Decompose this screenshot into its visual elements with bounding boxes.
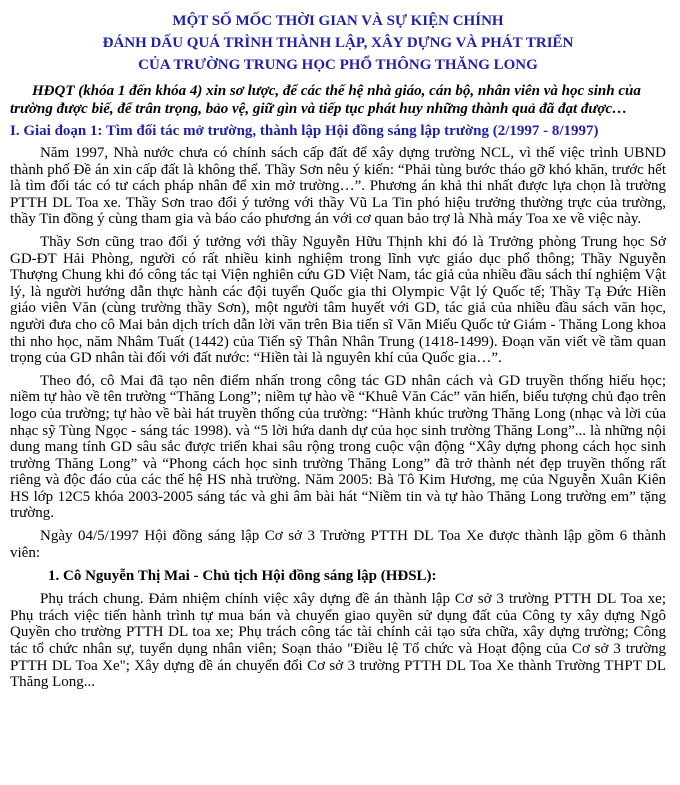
member-subheading: 1. Cô Nguyễn Thị Mai - Chủ tịch Hội đồng sáng lập (HĐSL): <box>48 568 437 585</box>
intro-paragraph: HĐQT (khóa 1 đến khóa 4) xin sơ lược, để các thế hệ nhà giáo, cán bộ, nhân viên và học sinh của trường được biế, để trân trọng, bảo vệ, giữ gìn và tiếp tục phát huy những thành quả đã đạt được… <box>10 83 641 117</box>
paragraph-4: Ngày 04/5/1997 Hội đồng sáng lập Cơ sở 3 Trường PTTH DL Toa Xe được thành lập gồm 6 thành viên: <box>10 528 666 561</box>
section-heading: I. Giai đoạn 1: Tìm đối tác mở trường, thành lập Hội đồng sáng lập trường (2/1997 - 8/1997) <box>10 123 599 139</box>
document-title <box>10 10 666 76</box>
paragraph-1: Năm 1997, Nhà nước chưa có chính sách cấp đất để xây dựng trường NCL, vì thế việc trình UBND thành phố Đề án xin cấp đất là không thể. Thầy Sơn nêu ý kiến: “Phải tùng bước tháo gỡ khó khăn, trước hết là tìm đối tác có tư cách pháp nhân để xin mở trường…”. Phương án khả thi nhất được lựa chọn là trường PTTH DL Toa xe. Thầy Sơn trao đổi ý tưởng với thầy Vũ La Tin phó hiệu trưởng thường trực của trường, thầy Tin đồng ý cùng tham gia và báo cáo phương án với cơ quan bảo trợ là Nhà máy Toa xe về việc này. <box>10 145 666 228</box>
title-line-3: CỦA TRƯỜNG TRUNG HỌC PHỔ THÔNG THĂNG LONG <box>138 57 538 73</box>
title-line-1: MỘT SỐ MỐC THỜI GIAN VÀ SỰ KIỆN CHÍNH <box>172 13 504 29</box>
title-line-2: ĐÁNH DẤU QUÁ TRÌNH THÀNH LẬP, XÂY DỰNG VÀ PHÁT TRIỂN <box>102 35 574 51</box>
member-description: Phụ trách chung. Đảm nhiệm chính việc xây dựng đề án thành lập Cơ sở 3 trường PTTH DL Toa xe; Phụ trách việc tiến hành trình tự mua bán và chuyển giao quyền sử dụng đất của Công ty xây dựng Ngô Quyền cho trường PTTH DL toa xe; Phụ trách công tác tài chính cải tạo sửa chữa, xây dựng trường; Công tác tổ chức nhân sự, tuyển dụng nhân viên; Soạn thảo "Điều lệ Tổ chức và Hoạt động của Cơ sở 3 trường PTTH DL Toa Xe"; Xây dựng đề án chuyển đổi Cơ sở 3 trường PTTH DL Toa Xe thành Trường THPT DL Thăng Long... <box>10 591 666 691</box>
paragraph-3: Theo đó, cô Mai đã tạo nên điểm nhấn trong công tác GD nhân cách và GD truyền thống hiếu học; niềm tự hào về tên trường “Thăng Long”; niềm tự hào về “Khuê Văn Các” văn hiến, biểu tượng chủ đạo trên logo của trường; tự hào về bài hát truyền thống của trường: “Hành khúc trường Thăng Long (nhạc và lời của nhạc sỹ Tùng Ngọc - sáng tác 1998). và “5 lời hứa danh dự của học sinh trường Thăng Long”... là những nội dung mang tính GD sâu sắc được triển khai sâu rộng trong cuộc vận động “Xây dựng phong cách học sinh trường Thăng Long” và “Phong cách học sinh trường Thăng Long” đã trở thành nét đẹp truyền thống rất riêng và độc đáo của các thế hệ HS nhà trường. Năm 2005: Bà Tô Kim Hương, mẹ của Nguyễn Xuân Kiên HS lớp 12C5 khóa 2003-2005 sáng tác và ghi âm bài hát “Niềm tin và tự hào Thăng Long trường em” tặng trường. <box>10 372 666 522</box>
paragraph-2: Thầy Sơn cũng trao đổi ý tưởng với thầy Nguyễn Hữu Thịnh khi đó là Trưởng phòng Trung học Sở GD-ĐT Hải Phòng, người có rất nhiều kinh nghiệm trong lĩnh vực giáo dục phổ thông; Thầy Nguyễn Thượng Chung khi đó công tác tại Viện nghiên cứu GD Việt Nam, tác giả của nhiều đầu sách thí nghiệm Vật lý, là người hướng dẫn thực hành các đội tuyển Quốc gia thi Olympic Vật lý Quốc tế; Thầy Tạ Đức Hiền giáo viên Văn (cùng trường thầy Sơn), một người tâm huyết với GD, tác giả của nhiều đầu sách văn học, người đưa cho cô Mai bản dịch trích dẫn lời văn trên Bia tiến sĩ Văn Miếu Quốc tử Giám - Thăng Long khoa thi nho học, năm Nhâm Tuất (1442) của Tiến sỹ Thân Nhân Trung (1418-1499). Đoạn văn viết về tầm quan trọng của GD nhân tài đối với đất nước: “Hiền tài là nguyên khí của Quốc gia…”. <box>10 233 666 367</box>
